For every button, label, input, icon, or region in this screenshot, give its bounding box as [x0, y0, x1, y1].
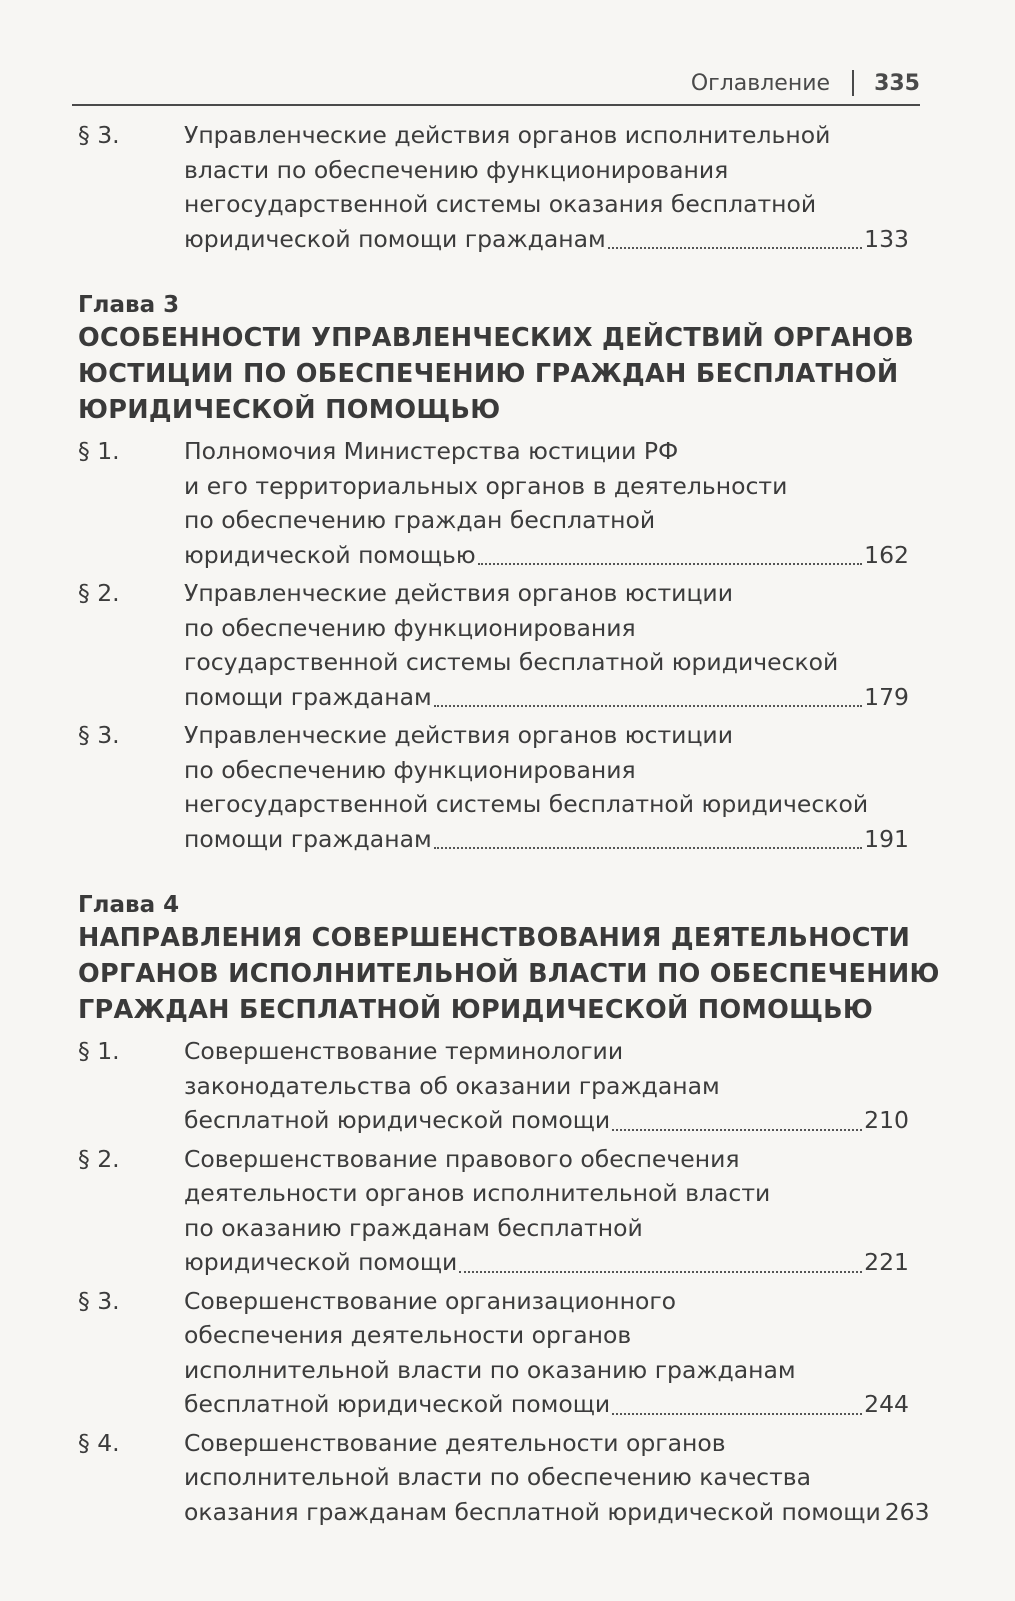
section-line: помощи гражданам: [184, 824, 432, 853]
chapter-label: Глава 4: [78, 892, 180, 918]
section-number: § 3.: [78, 1286, 120, 1315]
chapter-title-line: ЮРИДИЧЕСКОЙ ПОМОЩЬЮ: [78, 395, 501, 425]
chapter-title-line: НАПРАВЛЕНИЯ СОВЕРШЕНСТВОВАНИЯ ДЕЯТЕЛЬНОСТИ: [78, 923, 911, 953]
section-number: § 2.: [78, 579, 120, 607]
section-line: оказания гражданам бесплатной юридической помощи: [184, 1497, 881, 1526]
section-line: негосударственной системы оказания бесплатной: [184, 190, 817, 218]
section-line: Управленческие действия органов исполнительной: [184, 121, 831, 149]
section-last-line: [184, 822, 909, 857]
section-text: [133, 718, 909, 856]
section-last-line: [184, 1103, 909, 1138]
section-line: по оказанию гражданам бесплатной: [184, 1213, 643, 1242]
section-line: Совершенствование деятельности органов: [184, 1428, 726, 1457]
section-line: юридической помощи: [184, 1248, 458, 1276]
chapter-title: [78, 320, 923, 428]
section-line: по обеспечению функционирования: [184, 613, 636, 642]
section-line: деятельности органов исполнительной власти: [184, 1179, 771, 1207]
section-number: § 1.: [78, 1037, 120, 1065]
section-number: § 3.: [78, 121, 120, 149]
page-reference[interactable]: 244: [864, 1390, 909, 1418]
section-line: Совершенствование терминологии: [184, 1037, 624, 1065]
section-line: Совершенствование правового обеспечения: [184, 1144, 740, 1173]
section-number: § 3.: [78, 721, 120, 749]
section-line: исполнительной власти по оказанию гражданам: [184, 1355, 796, 1384]
toc-entry[interactable]: [78, 718, 923, 856]
section-line: юридической помощью: [184, 540, 476, 569]
section-line: и его территориальных органов в деятельности: [184, 471, 788, 500]
section-text: [133, 118, 909, 256]
section-line: Управленческие действия органов юстиции: [184, 721, 733, 749]
section-line: бесплатной юридической помощи: [184, 1390, 611, 1418]
section-last-line: [184, 1245, 909, 1280]
chapter-heading: [78, 890, 940, 1028]
dot-leader: [612, 1413, 862, 1415]
page-reference[interactable]: 133: [864, 224, 909, 253]
page-reference[interactable]: 221: [864, 1248, 909, 1276]
chapter-title-line: ОРГАНОВ ИСПОЛНИТЕЛЬНОЙ ВЛАСТИ ПО ОБЕСПЕЧЕНИЮ: [78, 959, 940, 989]
page-reference[interactable]: 162: [864, 540, 909, 569]
section-line: юридической помощи гражданам: [184, 224, 606, 253]
chapter-heading: [78, 290, 923, 428]
dot-leader: [608, 247, 862, 249]
section-line: Управленческие действия органов юстиции: [184, 579, 733, 607]
toc-entry[interactable]: [78, 576, 923, 714]
section-last-line: [184, 1495, 930, 1530]
section-text: [133, 576, 909, 714]
toc-entry[interactable]: [78, 434, 923, 572]
section-line: Совершенствование организационного: [184, 1286, 677, 1315]
section-last-line: [184, 680, 909, 715]
chapter-title-line: ГРАЖДАН БЕСПЛАТНОЙ ЮРИДИЧЕСКОЙ ПОМОЩЬЮ: [78, 995, 874, 1025]
section-number: § 1.: [78, 437, 120, 465]
toc-entry[interactable]: [78, 118, 923, 256]
section-text: [133, 1034, 909, 1138]
table-of-contents: [78, 118, 940, 1533]
page-number: 335: [874, 70, 920, 96]
section-line: помощи гражданам: [184, 682, 432, 711]
chapter-title-line: ОСОБЕННОСТИ УПРАВЛЕНЧЕСКИХ ДЕЙСТВИЙ ОРГАНОВ: [78, 323, 915, 353]
section-text: [133, 1142, 909, 1280]
section-last-line: [184, 1387, 909, 1422]
section-line: Полномочия Министерства юстиции РФ: [184, 437, 679, 465]
running-header: [72, 58, 920, 106]
toc-entry[interactable]: [78, 1034, 923, 1138]
dot-leader: [434, 847, 862, 849]
page-reference[interactable]: 179: [864, 682, 909, 711]
dot-leader: [459, 1271, 862, 1273]
section-line: по обеспечению граждан бесплатной: [184, 506, 656, 534]
header-title: Оглавление: [690, 70, 831, 96]
chapter-label: Глава 3: [78, 292, 180, 318]
header-separator: [852, 70, 854, 96]
toc-entry[interactable]: [78, 1426, 930, 1530]
section-last-line: [184, 222, 909, 257]
section-text: [133, 1284, 909, 1422]
page-reference[interactable]: 263: [884, 1497, 930, 1526]
section-line: по обеспечению функционирования: [184, 755, 636, 784]
header-right: [691, 70, 920, 96]
section-number: § 2.: [78, 1144, 120, 1173]
toc-entry[interactable]: [78, 1284, 923, 1422]
section-text: [133, 1426, 930, 1530]
chapter-title: [78, 920, 940, 1028]
dot-leader: [478, 563, 862, 565]
section-line: бесплатной юридической помощи: [184, 1106, 611, 1134]
section-line: негосударственной системы бесплатной юридической: [184, 790, 869, 818]
section-line: обеспечения деятельности органов: [184, 1321, 632, 1349]
section-line: государственной системы бесплатной юридической: [184, 648, 839, 676]
section-line: власти по обеспечению функционирования: [184, 155, 729, 184]
section-line: исполнительной власти по обеспечению качества: [184, 1463, 812, 1491]
section-last-line: [184, 538, 909, 573]
section-number: § 4.: [78, 1428, 120, 1457]
section-text: [133, 434, 909, 572]
page-reference[interactable]: 210: [864, 1106, 909, 1134]
toc-entry[interactable]: [78, 1142, 923, 1280]
chapter-title-line: ЮСТИЦИИ ПО ОБЕСПЕЧЕНИЮ ГРАЖДАН БЕСПЛАТНОЙ: [78, 359, 899, 389]
page-reference[interactable]: 191: [864, 824, 909, 853]
dot-leader: [612, 1129, 862, 1131]
dot-leader: [434, 705, 862, 707]
section-line: законодательства об оказании гражданам: [184, 1071, 720, 1100]
